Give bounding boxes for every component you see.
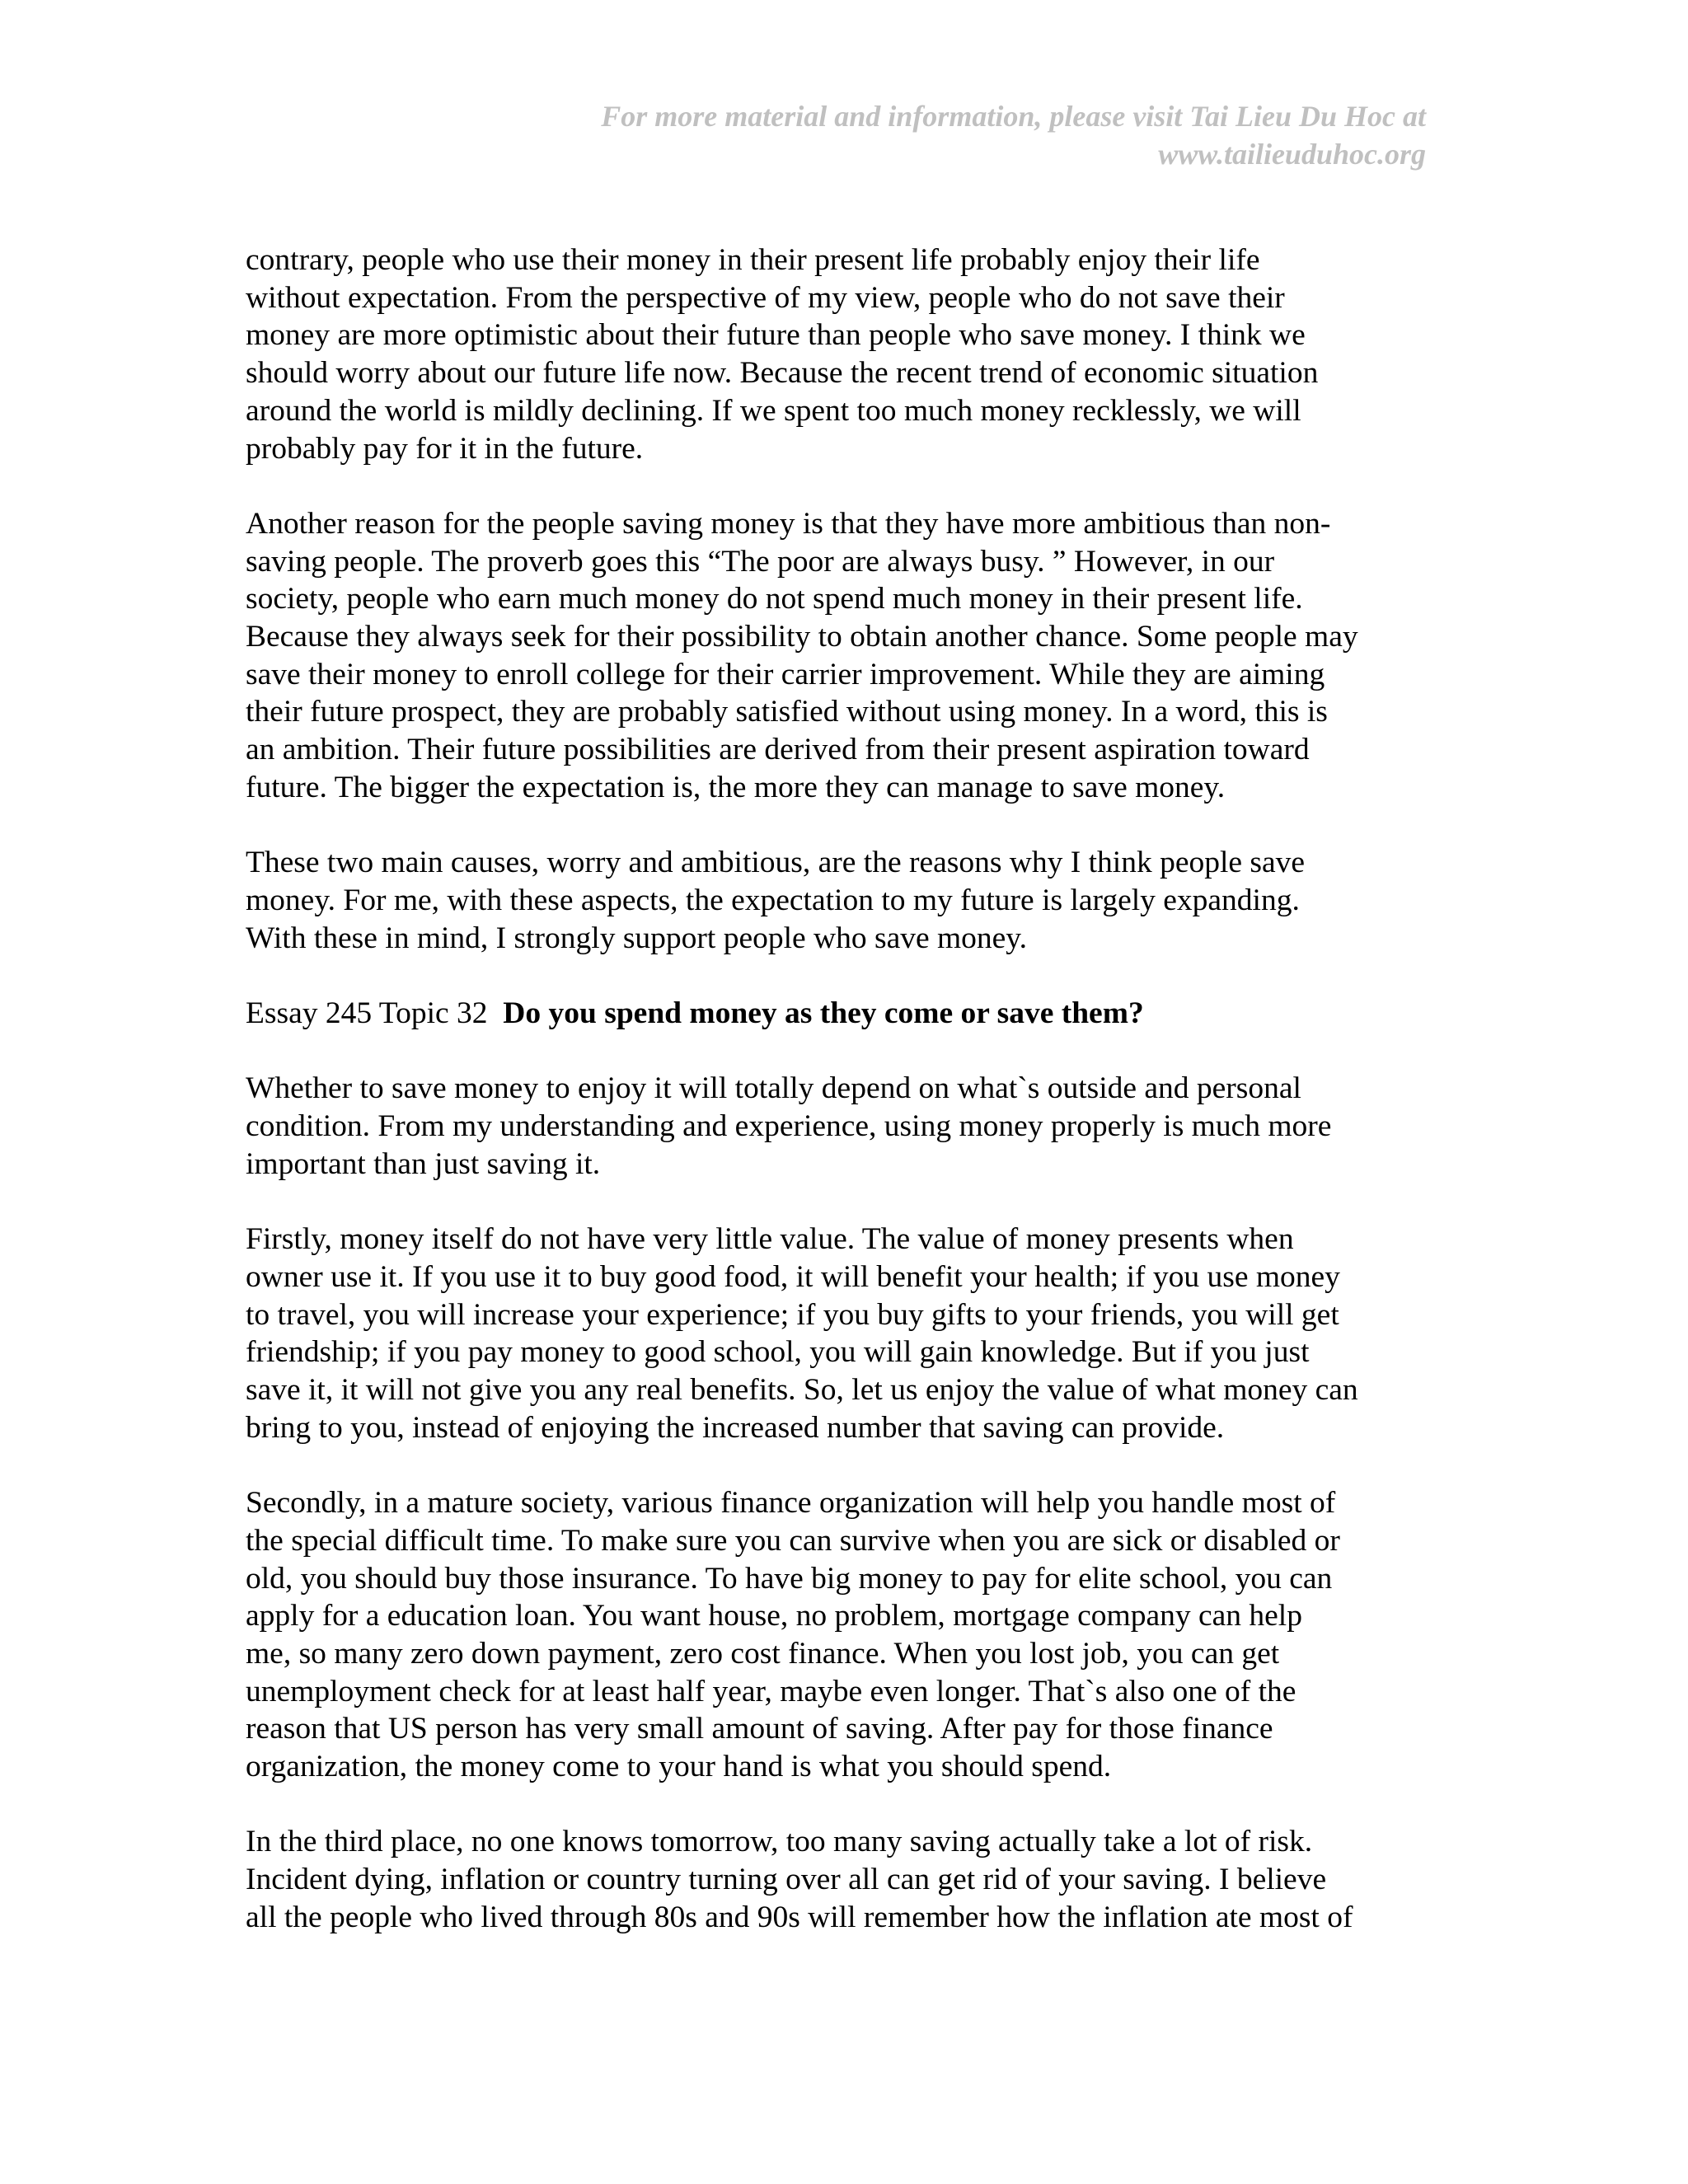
paragraph-2 (246, 505, 1432, 807)
text-line: Firstly, money itself do not have very little value. The value of money presents when (246, 1222, 1294, 1257)
header-line-2[interactable]: www.tailieuduhoc.org (1158, 138, 1426, 171)
text-line: future. The bigger the expectation is, the more they can manage to save money. (246, 770, 1226, 804)
essay-question: Do you spend money as they come or save them? (503, 996, 1144, 1031)
text-line: their future prospect, they are probably satisfied without using money. In a word, this is (246, 695, 1328, 729)
text-line: probably pay for it in the future. (246, 431, 644, 466)
text-line: an ambition. Their future possibilities are derived from their present aspiration toward (246, 733, 1310, 767)
paragraph-3 (246, 844, 1432, 957)
text-line: These two main causes, worry and ambitious, are the reasons why I think people save (246, 846, 1306, 880)
text-line: With these in mind, I strongly support people who save money. (246, 921, 1027, 955)
essay-paragraph-4 (246, 1823, 1432, 1936)
text-line: me, so many zero down payment, zero cost finance. When you lost job, you can get (246, 1636, 1280, 1671)
essay-paragraph-3 (246, 1484, 1432, 1786)
essay-title (246, 995, 1432, 1033)
text-line: friendship; if you pay money to good school, you will gain knowledge. But if you just (246, 1335, 1310, 1370)
essay-number: Essay 245 Topic 32 (246, 996, 488, 1031)
text-line: saving people. The proverb goes this “The poor are always busy. ” However, in our (246, 544, 1275, 579)
text-line: Whether to save money to enjoy it will totally depend on what`s outside and personal (246, 1071, 1301, 1106)
text-line: Another reason for the people saving money is that they have more ambitious than non- (246, 506, 1331, 541)
text-line: the special difficult time. To make sure you can survive when you are sick or disabled or (246, 1523, 1340, 1558)
text-line: important than just saving it. (246, 1146, 601, 1181)
text-line: money are more optimistic about their future than people who save money. I think we (246, 318, 1306, 353)
text-line: should worry about our future life now. Because the recent trend of economic situation (246, 356, 1319, 391)
text-line: all the people who lived through 80s and 90s will remember how the inflation ate most of (246, 1900, 1353, 1934)
page-header (601, 97, 1426, 173)
text-line: unemployment check for at least half year, maybe even longer. That`s also one of the (246, 1674, 1296, 1708)
text-line: society, people who earn much money do not spend much money in their present life. (246, 582, 1303, 616)
text-line: save it, it will not give you any real benefits. So, let us enjoy the value of what money can (246, 1373, 1358, 1408)
text-line: apply for a education loan. You want house, no problem, mortgage company can help (246, 1599, 1302, 1633)
text-line: owner use it. If you use it to buy good food, it will benefit your health; if you use money (246, 1259, 1340, 1294)
text-line: to travel, you will increase your experience; if you buy gifts to your friends, you will get (246, 1297, 1339, 1332)
essay-paragraph-1 (246, 1070, 1432, 1183)
essay-paragraph-2 (246, 1221, 1432, 1446)
text-line: condition. From my understanding and experience, using money properly is much more (246, 1109, 1332, 1144)
text-line: old, you should buy those insurance. To have big money to pay for elite school, you can (246, 1561, 1333, 1596)
header-line-1: For more material and information, please visit Tai Lieu Du Hoc at (601, 100, 1426, 133)
document-body (246, 241, 1432, 1974)
text-line: bring to you, instead of enjoying the increased number that saving can provide. (246, 1410, 1225, 1445)
essay-title-line (246, 995, 1432, 1033)
text-line: without expectation. From the perspective of my view, people who do not save their (246, 280, 1285, 315)
text-line: Because they always seek for their possibility to obtain another chance. Some people may (246, 620, 1358, 654)
text-line: Incident dying, inflation or country turning over all can get rid of your saving. I believe (246, 1863, 1327, 1897)
text-line: Secondly, in a mature society, various finance organization will help you handle most of (246, 1486, 1336, 1521)
text-line: save their money to enroll college for their carrier improvement. While they are aiming (246, 657, 1325, 691)
text-line: contrary, people who use their money in their present life probably enjoy their life (246, 243, 1260, 277)
text-line: reason that US person has very small amount of saving. After pay for those finance (246, 1712, 1273, 1746)
text-line: organization, the money come to your hand is what you should spend. (246, 1750, 1112, 1784)
text-line: In the third place, no one knows tomorrow, too many saving actually take a lot of risk. (246, 1825, 1313, 1859)
text-line: around the world is mildly declining. If we spent too much money recklessly, we will (246, 393, 1301, 428)
paragraph-1 (246, 241, 1432, 467)
text-line: money. For me, with these aspects, the expectation to my future is largely expanding. (246, 883, 1300, 917)
